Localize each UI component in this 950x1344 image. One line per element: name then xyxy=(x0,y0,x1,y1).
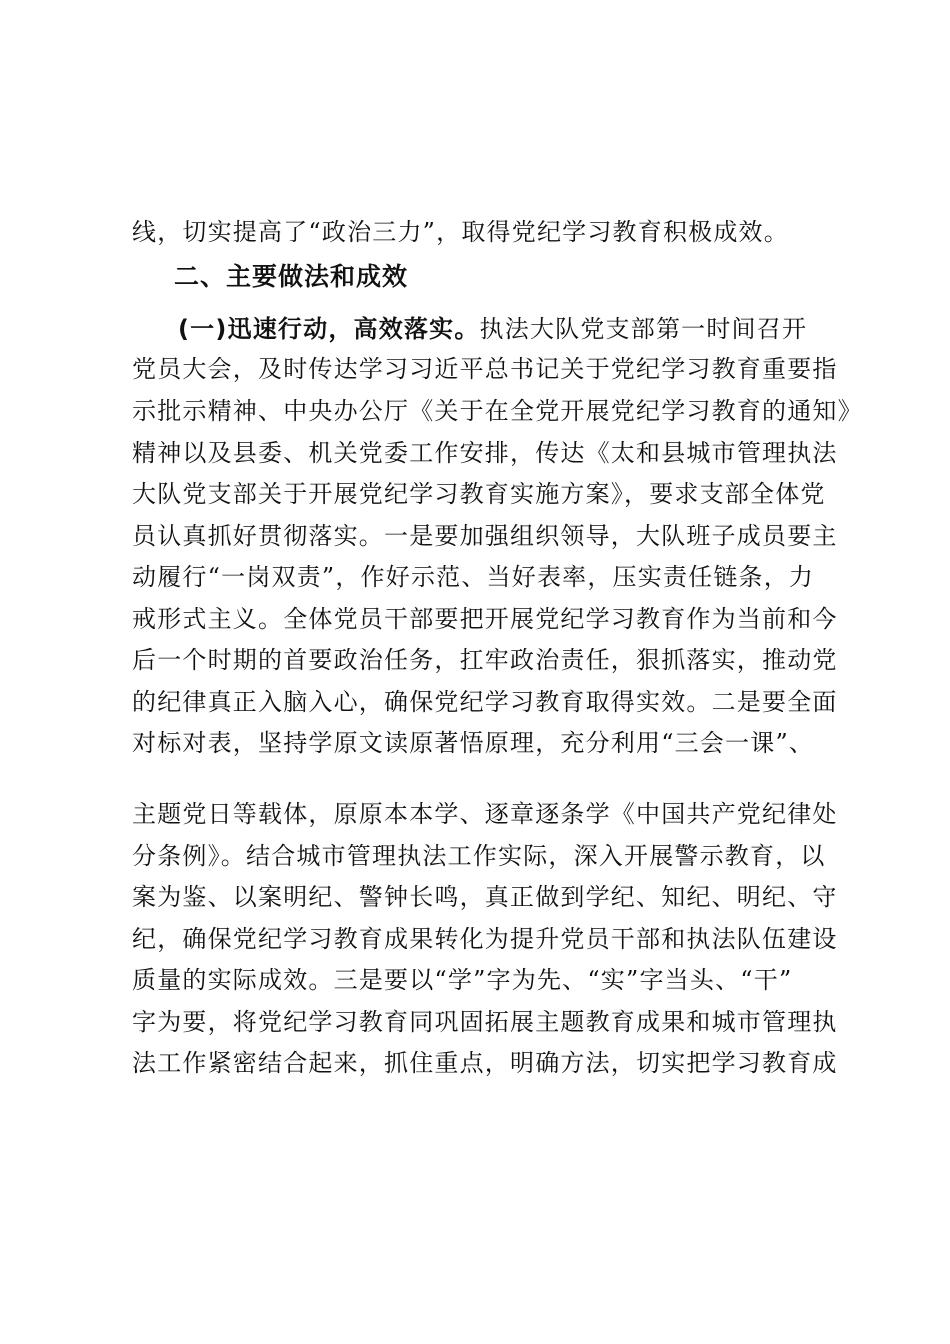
text-line: 法工作紧密结合起来，抓住重点，明确方法，切实把学习教育成 xyxy=(132,1049,838,1077)
text-line: 大队党支部关于开展党纪学习教育实施方案》，要求支部全体党 xyxy=(132,480,826,508)
text-line: 字为要，将党纪学习教育同巩固拓展主题教育成果和城市管理执 xyxy=(132,1008,838,1036)
paragraph-first-line-text: 执法大队党支部第一时间召开 xyxy=(479,315,808,343)
text-line: 示批示精神、中央办公厅《关于在全党开展党纪学习教育的通知》 xyxy=(132,397,863,425)
text-line: 精神以及县委、机关党委工作安排，传达《太和县城市管理执法 xyxy=(132,439,838,467)
text-line: 的纪律真正入脑入心，确保党纪学习教育取得实效。二是要全面 xyxy=(132,688,838,716)
text-line: 后一个时期的首要政治任务，扛牢政治责任，狠抓落实，推动党 xyxy=(132,646,838,674)
text-line: 对标对表，坚持学原文读原著悟原理，充分利用“三会一课”、 xyxy=(132,729,815,757)
text-line: 员认真抓好贯彻落实。一是要加强组织领导，大队班子成员要主 xyxy=(132,522,838,550)
text-line: 动履行“一岗双责”，作好示范、当好表率，压实责任链条，力 xyxy=(132,563,815,591)
text-line: 党员大会，及时传达学习习近平总书记关于党纪学习教育重要指 xyxy=(132,355,838,383)
text-line: 质量的实际成效。三是要以“学”字为先、“实”字当头、“干” xyxy=(132,966,793,994)
text-line: 案为鉴、以案明纪、警钟长鸣，真正做到学纪、知纪、明纪、守 xyxy=(132,883,838,911)
paragraph-first-line xyxy=(178,311,878,347)
text-line: 纪，确保党纪学习教育成果转化为提升党员干部和执法队伍建设 xyxy=(132,925,838,953)
section-heading: 二、主要做法和成效 xyxy=(174,262,409,291)
text-line: 主题党日等载体，原原本本学、逐章逐条学《中国共产党纪律处 xyxy=(132,800,838,828)
paragraph-lead: (一)迅速行动，高效落实。 xyxy=(178,315,480,343)
text-line: 戒形式主义。全体党员干部要把开展党纪学习教育作为当前和今 xyxy=(132,605,838,633)
text-line: 分条例》。结合城市管理执法工作实际，深入开展警示教育，以 xyxy=(132,842,826,870)
text-line: 线，切实提高了“政治三力”，取得党纪学习教育积极成效。 xyxy=(132,218,789,246)
